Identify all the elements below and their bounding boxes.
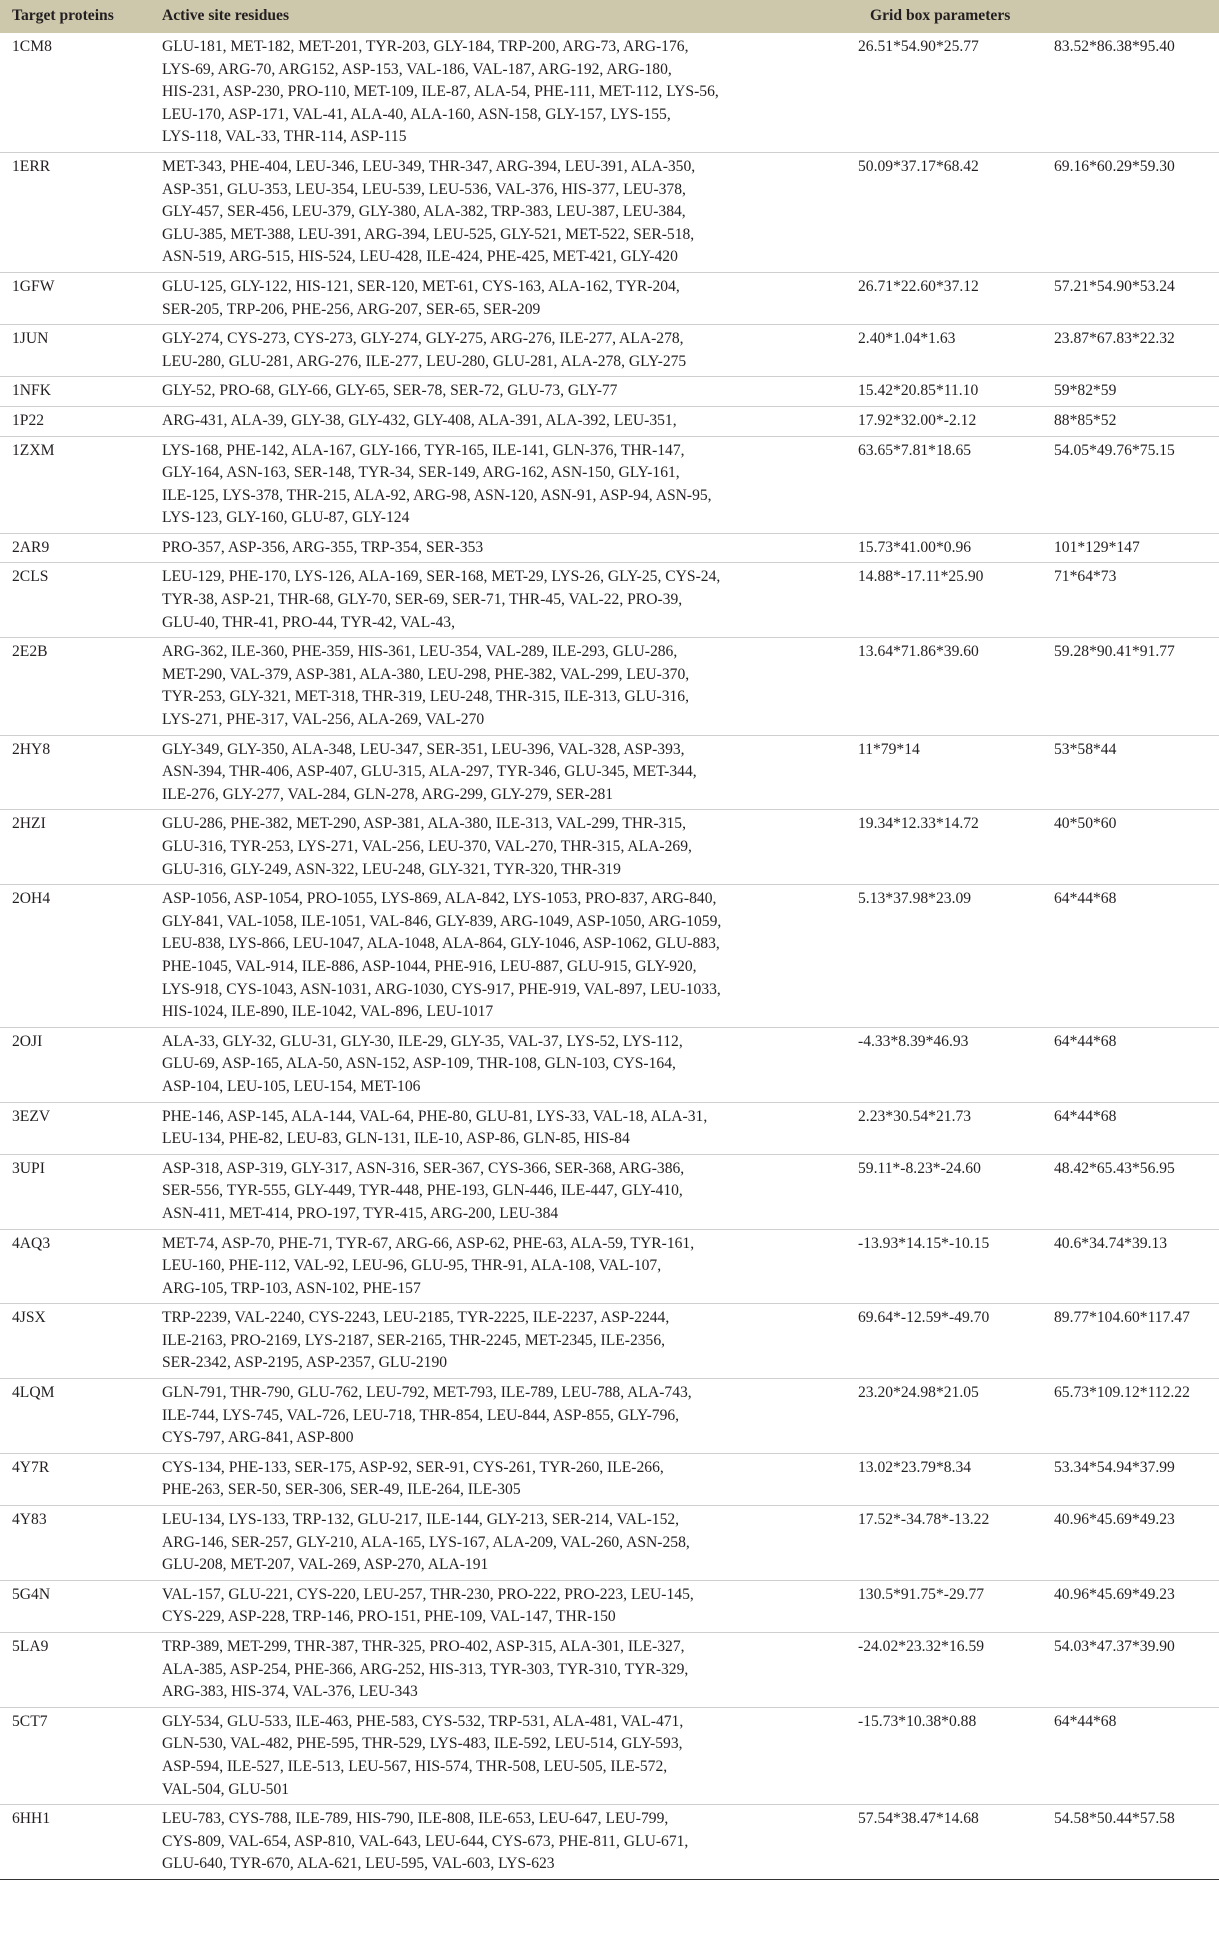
target-protein-id: 2CLS: [0, 563, 150, 638]
table-row: [0, 1453, 1219, 1505]
target-protein-id: 5CT7: [0, 1707, 150, 1804]
residue-line: GLN-530, VAL-482, PHE-595, THR-529, LYS-483, ILE-592, LEU-514, GLY-593,: [162, 1735, 683, 1753]
table-row: [0, 406, 1219, 436]
table-row: [0, 1154, 1219, 1229]
residue-line: TRP-2239, VAL-2240, CYS-2243, LEU-2185, TYR-2225, ILE-2237, ASP-2244,: [162, 1309, 670, 1327]
residue-line: ILE-744, LYS-745, VAL-726, LEU-718, THR-854, LEU-844, ASP-855, GLY-796,: [162, 1406, 680, 1424]
grid-box-size: 88*85*52: [1042, 406, 1219, 436]
grid-box-size: 59.28*90.41*91.77: [1042, 638, 1219, 735]
grid-box-center: -24.02*23.32*16.59: [858, 1633, 1042, 1708]
table-row: [0, 533, 1219, 563]
active-site-residues: [150, 1580, 858, 1632]
grid-box-size: 54.58*50.44*57.58: [1042, 1805, 1219, 1880]
residue-line: LEU-280, GLU-281, ARG-276, ILE-277, LEU-280, GLU-281, ALA-278, GLY-275: [162, 352, 687, 370]
residue-line: GLU-69, ASP-165, ALA-50, ASN-152, ASP-109, THR-108, GLN-103, CYS-164,: [162, 1055, 676, 1073]
grid-box-center: -4.33*8.39*46.93: [858, 1027, 1042, 1102]
grid-box-center: 59.11*-8.23*-24.60: [858, 1154, 1042, 1229]
grid-box-center: 14.88*-17.11*25.90: [858, 563, 1042, 638]
grid-box-center: -15.73*10.38*0.88: [858, 1707, 1042, 1804]
residue-line: LEU-160, PHE-112, VAL-92, LEU-96, GLU-95, THR-91, ALA-108, VAL-107,: [162, 1257, 662, 1275]
target-protein-id: 1P22: [0, 406, 150, 436]
residue-line: ASP-594, ILE-527, ILE-513, LEU-567, HIS-574, THR-508, LEU-505, ILE-572,: [162, 1757, 668, 1775]
active-site-residues: [150, 33, 858, 152]
active-site-residues: [150, 735, 858, 810]
residue-line: GLY-457, SER-456, LEU-379, GLY-380, ALA-382, TRP-383, LEU-387, LEU-384,: [162, 203, 686, 221]
active-site-residues: [150, 325, 858, 377]
residue-line: LEU-129, PHE-170, LYS-126, ALA-169, SER-168, MET-29, LYS-26, GLY-25, CYS-24,: [162, 568, 721, 586]
grid-box-size: 40*50*60: [1042, 810, 1219, 885]
table-row: [0, 1304, 1219, 1379]
residue-line: CYS-229, ASP-228, TRP-146, PRO-151, PHE-109, VAL-147, THR-150: [162, 1608, 616, 1626]
grid-box-size: 57.21*54.90*53.24: [1042, 272, 1219, 324]
target-protein-id: 1NFK: [0, 377, 150, 407]
residue-line: ASN-411, MET-414, PRO-197, TYR-415, ARG-200, LEU-384: [162, 1204, 559, 1222]
target-protein-id: 2HZI: [0, 810, 150, 885]
grid-box-size: 64*44*68: [1042, 1707, 1219, 1804]
table-row: [0, 885, 1219, 1028]
residue-line: LEU-783, CYS-788, ILE-789, HIS-790, ILE-808, ILE-653, LEU-647, LEU-799,: [162, 1810, 669, 1828]
grid-box-size: 40.6*34.74*39.13: [1042, 1229, 1219, 1304]
residue-line: ASN-519, ARG-515, HIS-524, LEU-428, ILE-424, PHE-425, MET-421, GLY-420: [162, 248, 678, 266]
target-protein-id: 4JSX: [0, 1304, 150, 1379]
grid-box-size: 64*44*68: [1042, 885, 1219, 1028]
active-site-residues: [150, 436, 858, 533]
residue-line: LEU-170, ASP-171, VAL-41, ALA-40, ALA-160, ASN-158, GLY-157, LYS-155,: [162, 105, 671, 123]
residue-line: GLU-316, GLY-249, ASN-322, LEU-248, GLY-321, TYR-320, THR-319: [162, 860, 621, 878]
target-protein-id: 1ERR: [0, 152, 150, 272]
table-body: [0, 33, 1219, 1879]
residue-line: HIS-231, ASP-230, PRO-110, MET-109, ILE-87, ALA-54, PHE-111, MET-112, LYS-56,: [162, 83, 719, 101]
grid-box-size: 53*58*44: [1042, 735, 1219, 810]
grid-box-center: 17.52*-34.78*-13.22: [858, 1506, 1042, 1581]
residue-line: GLU-316, TYR-253, LYS-271, VAL-256, LEU-370, VAL-270, THR-315, ALA-269,: [162, 838, 692, 855]
residue-line: LYS-69, ARG-70, ARG152, ASP-153, VAL-186, VAL-187, ARG-192, ARG-180,: [162, 60, 672, 78]
grid-box-center: 69.64*-12.59*-49.70: [858, 1304, 1042, 1379]
residue-line: CYS-134, PHE-133, SER-175, ASP-92, SER-91, CYS-261, TYR-260, ILE-266,: [162, 1458, 664, 1476]
grid-box-size: 40.96*45.69*49.23: [1042, 1580, 1219, 1632]
residue-line: LEU-134, PHE-82, LEU-83, GLN-131, ILE-10, ASP-86, GLN-85, HIS-84: [162, 1130, 630, 1148]
grid-box-center: -13.93*14.15*-10.15: [858, 1229, 1042, 1304]
residue-line: GLN-791, THR-790, GLU-762, LEU-792, MET-793, ILE-789, LEU-788, ALA-743,: [162, 1384, 692, 1402]
active-site-residues: [150, 152, 858, 272]
active-site-residues: [150, 1102, 858, 1154]
grid-box-center: 26.51*54.90*25.77: [858, 33, 1042, 152]
residue-line: LEU-134, LYS-133, TRP-132, GLU-217, ILE-144, GLY-213, SER-214, VAL-152,: [162, 1511, 680, 1529]
grid-box-center: 2.23*30.54*21.73: [858, 1102, 1042, 1154]
table-row: [0, 272, 1219, 324]
residue-line: ASP-104, LEU-105, LEU-154, MET-106: [162, 1077, 421, 1095]
grid-box-size: 65.73*109.12*112.22: [1042, 1379, 1219, 1454]
grid-box-center: 17.92*32.00*-2.12: [858, 406, 1042, 436]
target-protein-id: 2HY8: [0, 735, 150, 810]
target-protein-id: 4AQ3: [0, 1229, 150, 1304]
target-protein-id: 2E2B: [0, 638, 150, 735]
residue-line: PHE-146, ASP-145, ALA-144, VAL-64, PHE-80, GLU-81, LYS-33, VAL-18, ALA-31,: [162, 1107, 708, 1125]
residue-line: PHE-1045, VAL-914, ILE-886, ASP-1044, PHE-916, LEU-887, GLU-915, GLY-920,: [162, 957, 697, 975]
grid-box-center: 5.13*37.98*23.09: [858, 885, 1042, 1028]
residue-line: TYR-38, ASP-21, THR-68, GLY-70, SER-69, SER-71, THR-45, VAL-22, PRO-39,: [162, 591, 683, 609]
residue-line: SER-2342, ASP-2195, ASP-2357, GLU-2190: [162, 1354, 448, 1372]
table-row: [0, 1580, 1219, 1632]
grid-box-size: 64*44*68: [1042, 1027, 1219, 1102]
active-site-residues: [150, 638, 858, 735]
grid-box-center: 57.54*38.47*14.68: [858, 1805, 1042, 1880]
target-protein-id: 6HH1: [0, 1805, 150, 1880]
residue-line: ALA-33, GLY-32, GLU-31, GLY-30, ILE-29, GLY-35, VAL-37, LYS-52, LYS-112,: [162, 1032, 683, 1050]
grid-box-size: 48.42*65.43*56.95: [1042, 1154, 1219, 1229]
residue-line: GLU-40, THR-41, PRO-44, TYR-42, VAL-43,: [162, 613, 455, 631]
residue-line: ASP-1056, ASP-1054, PRO-1055, LYS-869, ALA-842, LYS-1053, PRO-837, ARG-840,: [162, 890, 717, 908]
residue-line: ASN-394, THR-406, ASP-407, GLU-315, ALA-297, TYR-346, GLU-345, MET-344,: [162, 763, 697, 781]
residue-line: GLY-534, GLU-533, ILE-463, PHE-583, CYS-532, TRP-531, ALA-481, VAL-471,: [162, 1712, 684, 1730]
grid-box-size: 23.87*67.83*22.32: [1042, 325, 1219, 377]
residue-line: MET-74, ASP-70, PHE-71, TYR-67, ARG-66, ASP-62, PHE-63, ALA-59, TYR-161,: [162, 1234, 695, 1252]
residue-line: TRP-389, MET-299, THR-387, THR-325, PRO-402, ASP-315, ALA-301, ILE-327,: [162, 1638, 685, 1655]
target-protein-id: 4Y83: [0, 1506, 150, 1581]
active-site-residues: [150, 1453, 858, 1505]
grid-box-center: 50.09*37.17*68.42: [858, 152, 1042, 272]
grid-box-size: 83.52*86.38*95.40: [1042, 33, 1219, 152]
grid-box-size: 101*129*147: [1042, 533, 1219, 563]
residue-line: LYS-271, PHE-317, VAL-256, ALA-269, VAL-270: [162, 711, 485, 729]
grid-box-size: 64*44*68: [1042, 1102, 1219, 1154]
active-site-residues: [150, 1805, 858, 1880]
active-site-residues: [150, 1304, 858, 1379]
active-site-residues: [150, 272, 858, 324]
residue-line: GLU-208, MET-207, VAL-269, ASP-270, ALA-191: [162, 1556, 489, 1574]
grid-box-center: 23.20*24.98*21.05: [858, 1379, 1042, 1454]
target-protein-id: 1GFW: [0, 272, 150, 324]
table-row: [0, 325, 1219, 377]
active-site-residues: [150, 1707, 858, 1804]
grid-box-center: 130.5*91.75*-29.77: [858, 1580, 1042, 1632]
active-site-residues: [150, 1229, 858, 1304]
grid-box-center: 13.02*23.79*8.34: [858, 1453, 1042, 1505]
grid-box-center: 11*79*14: [858, 735, 1042, 810]
residue-line: ARG-362, ILE-360, PHE-359, HIS-361, LEU-354, VAL-289, ILE-293, GLU-286,: [162, 643, 678, 661]
grid-box-size: 54.05*49.76*75.15: [1042, 436, 1219, 533]
table-row: [0, 1805, 1219, 1880]
grid-box-center: 26.71*22.60*37.12: [858, 272, 1042, 324]
residue-line: TYR-253, GLY-321, MET-318, THR-319, LEU-248, THR-315, ILE-313, GLU-316,: [162, 688, 689, 706]
residue-line: SER-556, TYR-555, GLY-449, TYR-448, PHE-193, GLN-446, ILE-447, GLY-410,: [162, 1182, 683, 1200]
residue-line: VAL-504, GLU-501: [162, 1780, 290, 1798]
residue-line: ALA-385, ASP-254, PHE-366, ARG-252, HIS-313, TYR-303, TYR-310, TYR-329,: [162, 1660, 689, 1678]
residue-line: ILE-125, LYS-378, THR-215, ALA-92, ARG-98, ASN-120, ASN-91, ASP-94, ASN-95,: [162, 486, 712, 504]
residue-line: CYS-809, VAL-654, ASP-810, VAL-643, LEU-644, CYS-673, PHE-811, GLU-671,: [162, 1832, 689, 1850]
residue-line: GLU-286, PHE-382, MET-290, ASP-381, ALA-380, ILE-313, VAL-299, THR-315,: [162, 815, 686, 833]
residue-line: GLY-52, PRO-68, GLY-66, GLY-65, SER-78, SER-72, GLU-73, GLY-77: [162, 382, 618, 400]
grid-box-size: 53.34*54.94*37.99: [1042, 1453, 1219, 1505]
active-site-residues: [150, 533, 858, 563]
residue-line: ARG-105, TRP-103, ASN-102, PHE-157: [162, 1279, 421, 1297]
table-row: [0, 1707, 1219, 1804]
grid-box-size: 54.03*47.37*39.90: [1042, 1633, 1219, 1708]
residue-line: LYS-118, VAL-33, THR-114, ASP-115: [162, 128, 407, 146]
table-row: [0, 152, 1219, 272]
active-site-residues: [150, 1154, 858, 1229]
residue-line: PRO-357, ASP-356, ARG-355, TRP-354, SER-353: [162, 538, 484, 556]
table-row: [0, 436, 1219, 533]
target-protein-id: 1CM8: [0, 33, 150, 152]
grid-box-size: 40.96*45.69*49.23: [1042, 1506, 1219, 1581]
grid-box-size: 89.77*104.60*117.47: [1042, 1304, 1219, 1379]
residue-line: GLY-164, ASN-163, SER-148, TYR-34, SER-149, ARG-162, ASN-150, GLY-161,: [162, 464, 680, 482]
active-site-residues: [150, 1379, 858, 1454]
target-protein-id: 4LQM: [0, 1379, 150, 1454]
active-site-residues: [150, 810, 858, 885]
active-site-residues: [150, 1506, 858, 1581]
active-site-residues: [150, 406, 858, 436]
target-protein-id: 5G4N: [0, 1580, 150, 1632]
target-protein-id: 3EZV: [0, 1102, 150, 1154]
header-active-site-residues: Active site residues: [162, 7, 290, 25]
residue-line: ILE-276, GLY-277, VAL-284, GLN-278, ARG-299, GLY-279, SER-281: [162, 785, 614, 803]
grid-box-size: 71*64*73: [1042, 563, 1219, 638]
header-target-proteins: Target proteins: [12, 7, 114, 25]
header-grid-box-parameters: Grid box parameters: [870, 7, 1011, 25]
active-site-residues: [150, 377, 858, 407]
table-row: [0, 1506, 1219, 1581]
residue-line: ARG-146, SER-257, GLY-210, ALA-165, LYS-167, ALA-209, VAL-260, ASN-258,: [162, 1533, 690, 1551]
table-row: [0, 1102, 1219, 1154]
table-row: [0, 810, 1219, 885]
target-protein-id: 2OH4: [0, 885, 150, 1028]
grid-box-center: 15.42*20.85*11.10: [858, 377, 1042, 407]
residue-line: LYS-123, GLY-160, GLU-87, GLY-124: [162, 509, 410, 527]
residue-line: GLY-841, VAL-1058, ILE-1051, VAL-846, GLY-839, ARG-1049, ASP-1050, ARG-1059,: [162, 912, 722, 930]
active-site-residues: [150, 1027, 858, 1102]
residue-line: LYS-168, PHE-142, ALA-167, GLY-166, TYR-165, ILE-141, GLN-376, THR-147,: [162, 441, 685, 459]
table-row: [0, 33, 1219, 152]
residue-line: MET-343, PHE-404, LEU-346, LEU-349, THR-347, ARG-394, LEU-391, ALA-350,: [162, 157, 696, 175]
residue-line: GLU-640, TYR-670, ALA-621, LEU-595, VAL-603, LYS-623: [162, 1855, 555, 1873]
grid-box-size: 69.16*60.29*59.30: [1042, 152, 1219, 272]
target-protein-id: 1ZXM: [0, 436, 150, 533]
table-row: [0, 1027, 1219, 1102]
table-row: [0, 377, 1219, 407]
target-protein-id: 3UPI: [0, 1154, 150, 1229]
table-row: [0, 638, 1219, 735]
grid-box-center: 15.73*41.00*0.96: [858, 533, 1042, 563]
target-protein-id: 5LA9: [0, 1633, 150, 1708]
residue-line: LYS-918, CYS-1043, ASN-1031, ARG-1030, CYS-917, PHE-919, VAL-897, LEU-1033,: [162, 980, 721, 998]
grid-box-center: 19.34*12.33*14.72: [858, 810, 1042, 885]
table-row: [0, 735, 1219, 810]
residue-line: LEU-838, LYS-866, LEU-1047, ALA-1048, ALA-864, GLY-1046, ASP-1062, GLU-883,: [162, 935, 720, 953]
table-row: [0, 1379, 1219, 1454]
grid-box-center: 2.40*1.04*1.63: [858, 325, 1042, 377]
grid-box-center: 13.64*71.86*39.60: [858, 638, 1042, 735]
residue-line: SER-205, TRP-206, PHE-256, ARG-207, SER-65, SER-209: [162, 300, 541, 318]
residue-line: GLU-385, MET-388, LEU-391, ARG-394, LEU-525, GLY-521, MET-522, SER-518,: [162, 225, 695, 243]
grid-box-size: 59*82*59: [1042, 377, 1219, 407]
target-protein-id: 4Y7R: [0, 1453, 150, 1505]
residue-line: CYS-797, ARG-841, ASP-800: [162, 1429, 354, 1447]
residue-line: ARG-431, ALA-39, GLY-38, GLY-432, GLY-408, ALA-391, ALA-392, LEU-351,: [162, 411, 677, 429]
table-header-row: [0, 0, 1219, 33]
residue-line: GLU-125, GLY-122, HIS-121, SER-120, MET-61, CYS-163, ALA-162, TYR-204,: [162, 277, 680, 295]
residue-line: VAL-157, GLU-221, CYS-220, LEU-257, THR-230, PRO-222, PRO-223, LEU-145,: [162, 1585, 694, 1603]
target-protein-id: 2AR9: [0, 533, 150, 563]
table-row: [0, 1229, 1219, 1304]
residue-line: ASP-318, ASP-319, GLY-317, ASN-316, SER-367, CYS-366, SER-368, ARG-386,: [162, 1159, 685, 1177]
residue-line: GLY-349, GLY-350, ALA-348, LEU-347, SER-351, LEU-396, VAL-328, ASP-393,: [162, 740, 685, 758]
residue-line: GLY-274, CYS-273, CYS-273, GLY-274, GLY-275, ARG-276, ILE-277, ALA-278,: [162, 330, 684, 348]
residue-line: HIS-1024, ILE-890, ILE-1042, VAL-896, LEU-1017: [162, 1003, 494, 1021]
residue-line: MET-290, VAL-379, ASP-381, ALA-380, LEU-298, PHE-382, VAL-299, LEU-370,: [162, 665, 690, 683]
target-protein-id: 2OJI: [0, 1027, 150, 1102]
residue-line: ILE-2163, PRO-2169, LYS-2187, SER-2165, THR-2245, MET-2345, ILE-2356,: [162, 1331, 666, 1349]
table-row: [0, 1633, 1219, 1708]
active-site-residues: [150, 563, 858, 638]
residue-line: GLU-181, MET-182, MET-201, TYR-203, GLY-184, TRP-200, ARG-73, ARG-176,: [162, 38, 689, 55]
active-site-residues: [150, 885, 858, 1028]
residue-line: ASP-351, GLU-353, LEU-354, LEU-539, LEU-536, VAL-376, HIS-377, LEU-378,: [162, 180, 686, 198]
residue-line: PHE-263, SER-50, SER-306, SER-49, ILE-264, ILE-305: [162, 1481, 521, 1499]
target-protein-id: 1JUN: [0, 325, 150, 377]
residue-line: ARG-383, HIS-374, VAL-376, LEU-343: [162, 1683, 418, 1701]
table-row: [0, 563, 1219, 638]
grid-box-center: 63.65*7.81*18.65: [858, 436, 1042, 533]
active-site-residues: [150, 1633, 858, 1708]
